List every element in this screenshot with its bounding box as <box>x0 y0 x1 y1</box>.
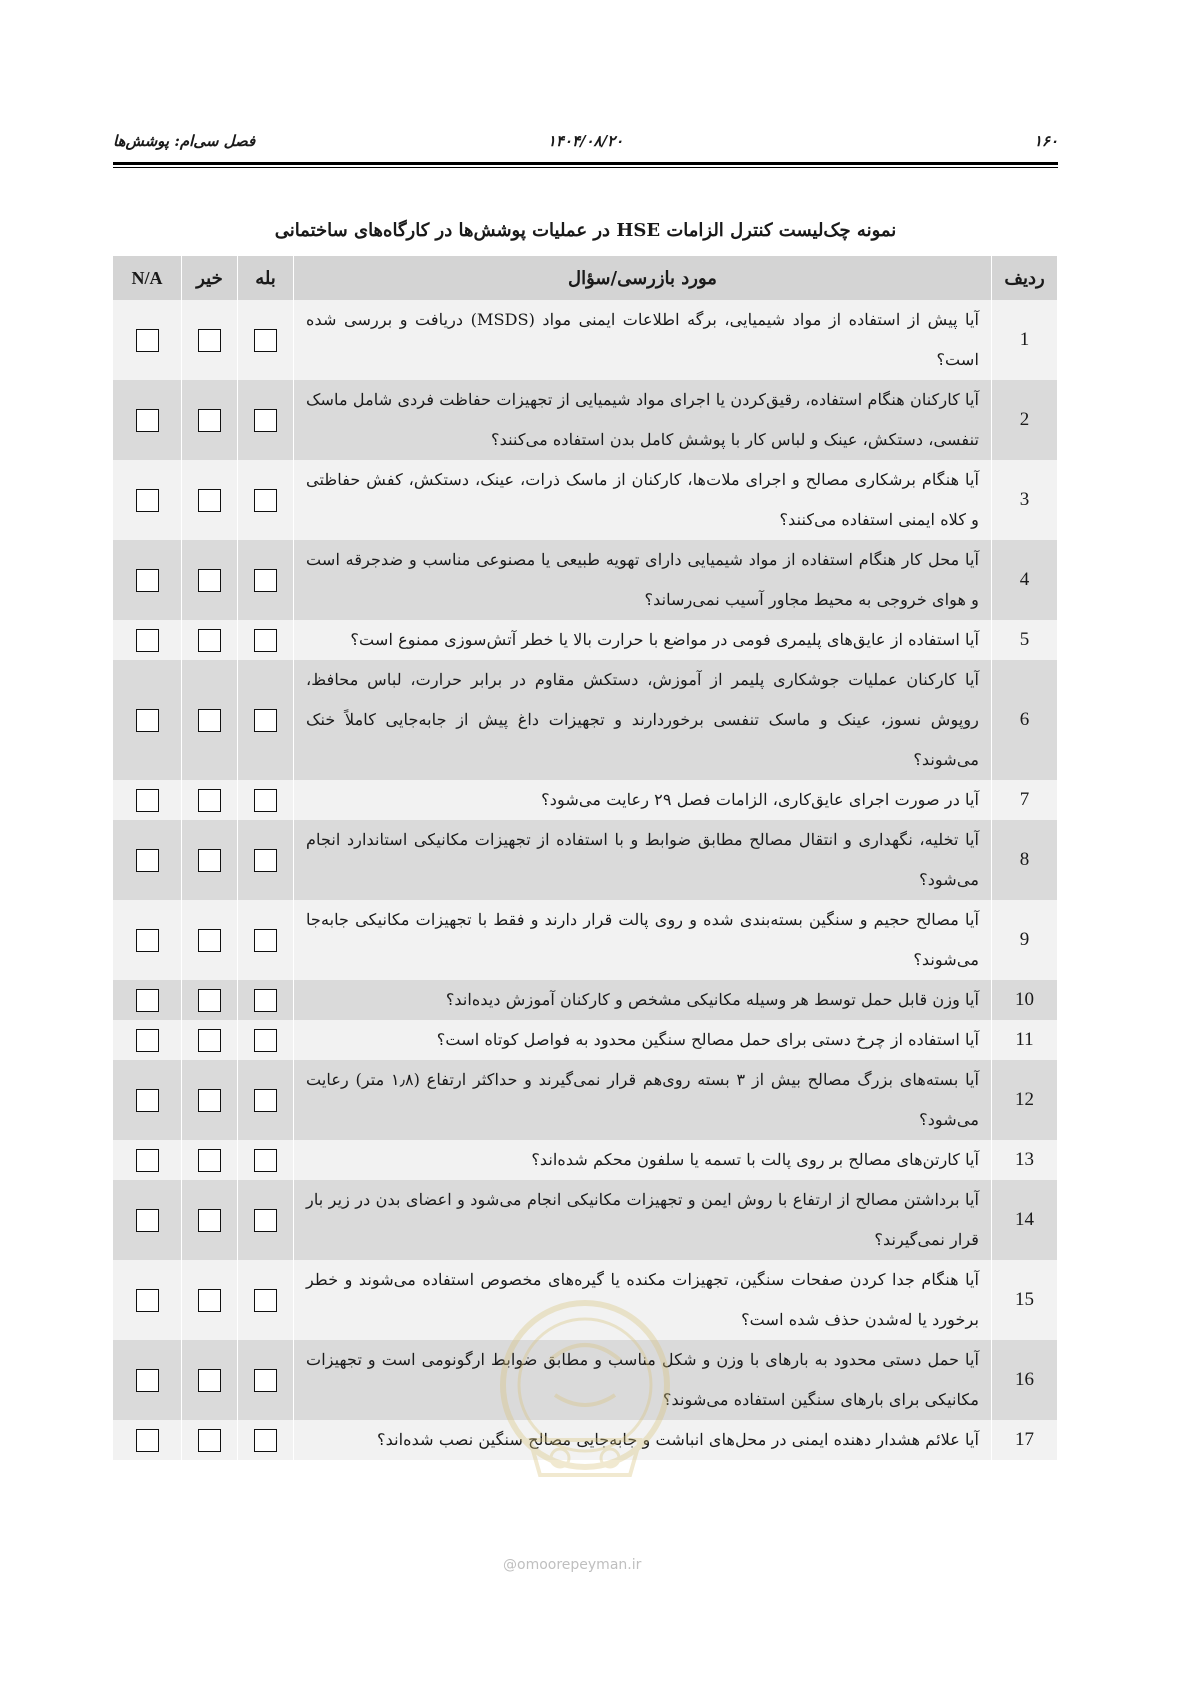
checkbox-no[interactable] <box>198 1029 221 1052</box>
cell-yes <box>238 980 294 1020</box>
question-text: آیا پیش از استفاده از مواد شیمیایی، برگه اطلاعات ایمنی مواد (MSDS) دریافت و بررسی شده است؟ <box>294 300 992 380</box>
checkbox-yes[interactable] <box>254 569 277 592</box>
cell-no <box>182 1020 238 1060</box>
cell-no <box>182 1060 238 1140</box>
question-text: آیا هنگام جدا کردن صفحات سنگین، تجهیزات مکنده یا گیره‌های مخصوص استفاده می‌شوند و خطر برخورد یا له‌شدن حذف شده است؟ <box>294 1260 992 1340</box>
question-text: آیا بسته‌های بزرگ مصالح بیش از ۳ بسته روی‌هم قرار نمی‌گیرند و حداکثر ارتفاع (۱٫۸ متر) رعایت می‌شود؟ <box>294 1060 992 1140</box>
cell-yes <box>238 1060 294 1140</box>
checkbox-yes[interactable] <box>254 1149 277 1172</box>
cell-na <box>113 780 182 820</box>
checkbox-no[interactable] <box>198 1209 221 1232</box>
row-number: 15 <box>992 1260 1058 1340</box>
checkbox-na[interactable] <box>136 489 159 512</box>
question-text: آیا کارکنان هنگام استفاده، رقیق‌کردن یا اجرای مواد شیمیایی از تجهیزات حفاظت فردی شامل ماسک تنفسی، دستکش، عینک و لباس کار با پوشش کامل بدن استفاده می‌کنند؟ <box>294 380 992 460</box>
row-number: 3 <box>992 460 1058 540</box>
checkbox-yes[interactable] <box>254 929 277 952</box>
checkbox-yes[interactable] <box>254 1089 277 1112</box>
checkbox-no[interactable] <box>198 929 221 952</box>
cell-yes <box>238 300 294 380</box>
checkbox-no[interactable] <box>198 1369 221 1392</box>
cell-na <box>113 460 182 540</box>
table-row <box>113 1060 1058 1140</box>
cell-yes <box>238 820 294 900</box>
question-text: آیا حمل دستی محدود به بارهای با وزن و شکل مناسب و مطابق ضوابط ارگونومی است و تجهیزات مکانیکی برای بارهای سنگین استفاده می‌شوند؟ <box>294 1340 992 1420</box>
checkbox-yes[interactable] <box>254 849 277 872</box>
checkbox-no[interactable] <box>198 489 221 512</box>
cell-no <box>182 660 238 780</box>
row-number: 2 <box>992 380 1058 460</box>
cell-yes <box>238 1340 294 1420</box>
checkbox-na[interactable] <box>136 789 159 812</box>
cell-na <box>113 300 182 380</box>
cell-na <box>113 900 182 980</box>
cell-no <box>182 1340 238 1420</box>
table-row <box>113 980 1058 1020</box>
checkbox-na[interactable] <box>136 709 159 732</box>
cell-na <box>113 380 182 460</box>
page-header <box>113 128 1058 168</box>
cell-no <box>182 1140 238 1180</box>
cell-yes <box>238 900 294 980</box>
checkbox-no[interactable] <box>198 709 221 732</box>
col-header-yes: بله <box>238 256 294 300</box>
table-row <box>113 820 1058 900</box>
checkbox-yes[interactable] <box>254 409 277 432</box>
cell-no <box>182 620 238 660</box>
cell-na <box>113 540 182 620</box>
cell-na <box>113 1140 182 1180</box>
checkbox-yes[interactable] <box>254 329 277 352</box>
cell-no <box>182 300 238 380</box>
question-text: آیا وزن قابل حمل توسط هر وسیله مکانیکی مشخص و کارکنان آموزش دیده‌اند؟ <box>294 980 992 1020</box>
checkbox-no[interactable] <box>198 1089 221 1112</box>
cell-yes <box>238 660 294 780</box>
cell-na <box>113 1060 182 1140</box>
checkbox-no[interactable] <box>198 1289 221 1312</box>
checkbox-na[interactable] <box>136 989 159 1012</box>
cell-na <box>113 620 182 660</box>
cell-no <box>182 1260 238 1340</box>
checkbox-na[interactable] <box>136 569 159 592</box>
col-header-row-number: ردیف <box>992 256 1058 300</box>
row-number: 17 <box>992 1420 1058 1460</box>
row-number: 9 <box>992 900 1058 980</box>
header-rule-thin <box>113 167 1058 168</box>
row-number: 7 <box>992 780 1058 820</box>
question-text: آیا استفاده از عایق‌های پلیمری فومی در مواضع با حرارت بالا یا خطر آتش‌سوزی ممنوع است؟ <box>294 620 992 660</box>
table-row <box>113 780 1058 820</box>
checkbox-no[interactable] <box>198 409 221 432</box>
cell-na <box>113 1420 182 1460</box>
checklist-title: نمونه چک‌لیست کنترل الزامات HSE در عملیات پوشش‌ها در کارگاه‌های ساختمانی <box>274 220 897 241</box>
checkbox-no[interactable] <box>198 569 221 592</box>
table-row <box>113 300 1058 380</box>
table-row <box>113 460 1058 540</box>
row-number: 13 <box>992 1140 1058 1180</box>
cell-yes <box>238 460 294 540</box>
cell-yes <box>238 1020 294 1060</box>
question-text: آیا هنگام برشکاری مصالح و اجرای ملات‌ها، کارکنان از ماسک ذرات، عینک، دستکش، کفش حفاظتی و کلاه ایمنی استفاده می‌کنند؟ <box>294 460 992 540</box>
row-number: 6 <box>992 660 1058 780</box>
checkbox-na[interactable] <box>136 1029 159 1052</box>
question-text: آیا مصالح حجیم و سنگین بسته‌بندی شده و روی پالت قرار دارند و فقط با تجهیزات مکانیکی جابه‌جا می‌شوند؟ <box>294 900 992 980</box>
cell-yes <box>238 1180 294 1260</box>
checkbox-na[interactable] <box>136 629 159 652</box>
cell-na <box>113 980 182 1020</box>
col-header-no: خیر <box>182 256 238 300</box>
cell-no <box>182 980 238 1020</box>
checkbox-yes[interactable] <box>254 1429 277 1452</box>
cell-no <box>182 780 238 820</box>
cell-no <box>182 820 238 900</box>
row-number: 14 <box>992 1180 1058 1260</box>
cell-no <box>182 900 238 980</box>
checkbox-no[interactable] <box>198 1149 221 1172</box>
cell-yes <box>238 620 294 660</box>
checkbox-yes[interactable] <box>254 1029 277 1052</box>
table-row <box>113 380 1058 460</box>
checkbox-yes[interactable] <box>254 1369 277 1392</box>
checkbox-yes[interactable] <box>254 1289 277 1312</box>
cell-no <box>182 1180 238 1260</box>
question-text: آیا تخلیه، نگهداری و انتقال مصالح مطابق ضوابط و با استفاده از تجهیزات مکانیکی استاندارد انجام می‌شود؟ <box>294 820 992 900</box>
checkbox-no[interactable] <box>198 989 221 1012</box>
row-number: 5 <box>992 620 1058 660</box>
checkbox-yes[interactable] <box>254 489 277 512</box>
table-row <box>113 1260 1058 1340</box>
cell-yes <box>238 380 294 460</box>
checkbox-yes[interactable] <box>254 629 277 652</box>
question-text: آیا استفاده از چرخ دستی برای حمل مصالح سنگین محدود به فواصل کوتاه است؟ <box>294 1020 992 1060</box>
cell-no <box>182 1420 238 1460</box>
table-row <box>113 620 1058 660</box>
checkbox-no[interactable] <box>198 849 221 872</box>
cell-no <box>182 380 238 460</box>
checkbox-yes[interactable] <box>254 1209 277 1232</box>
checkbox-na[interactable] <box>136 849 159 872</box>
table-row <box>113 1180 1058 1260</box>
row-number: 10 <box>992 980 1058 1020</box>
question-text: آیا در صورت اجرای عایق‌کاری، الزامات فصل ۲۹ رعایت می‌شود؟ <box>294 780 992 820</box>
row-number: 8 <box>992 820 1058 900</box>
cell-na <box>113 1020 182 1060</box>
row-number: 1 <box>992 300 1058 380</box>
hse-checklist-table <box>113 256 1058 1460</box>
checkbox-yes[interactable] <box>254 709 277 732</box>
checkbox-na[interactable] <box>136 929 159 952</box>
row-number: 11 <box>992 1020 1058 1060</box>
checkbox-no[interactable] <box>198 1429 221 1452</box>
table-row <box>113 1340 1058 1420</box>
row-number: 4 <box>992 540 1058 620</box>
checkbox-na[interactable] <box>136 1429 159 1452</box>
question-text: آیا کارتن‌های مصالح بر روی پالت با تسمه یا سلفون محکم شده‌اند؟ <box>294 1140 992 1180</box>
header-date: ۱۴۰۴/۰۸/۲۰ <box>547 132 624 150</box>
question-text: آیا کارکنان عملیات جوشکاری پلیمر از آموزش، دستکش مقاوم در برابر حرارت، لباس محافظ، روپوش نسوز، عینک و ماسک تنفسی برخوردارند و تجهیزات داغ پیش از جابه‌جایی کاملاً خنک می‌شوند؟ <box>294 660 992 780</box>
cell-na <box>113 1340 182 1420</box>
cell-no <box>182 540 238 620</box>
cell-no <box>182 460 238 540</box>
checkbox-na[interactable] <box>136 1289 159 1312</box>
col-header-question: مورد بازرسی/سؤال <box>294 256 992 300</box>
checkbox-na[interactable] <box>136 1089 159 1112</box>
table-row <box>113 1020 1058 1060</box>
checkbox-no[interactable] <box>198 629 221 652</box>
chapter-title: فصل سی‌ام: پوشش‌ها <box>113 132 256 150</box>
question-text: آیا علائم هشدار دهنده ایمنی در محل‌های انباشت و جابه‌جایی مصالح سنگین نصب شده‌اند؟ <box>294 1420 992 1460</box>
cell-yes <box>238 1260 294 1340</box>
table-row <box>113 660 1058 780</box>
checkbox-na[interactable] <box>136 329 159 352</box>
checkbox-yes[interactable] <box>254 989 277 1012</box>
col-header-na: N/A <box>113 256 182 300</box>
cell-yes <box>238 540 294 620</box>
row-number: 12 <box>992 1060 1058 1140</box>
row-number: 16 <box>992 1340 1058 1420</box>
cell-yes <box>238 1140 294 1180</box>
checkbox-na[interactable] <box>136 409 159 432</box>
cell-na <box>113 1260 182 1340</box>
table-row <box>113 1420 1058 1460</box>
cell-yes <box>238 1420 294 1460</box>
table-row <box>113 1140 1058 1180</box>
question-text: آیا محل کار هنگام استفاده از مواد شیمیایی دارای تهویه طبیعی یا مصنوعی مناسب و ضدجرقه است و هوای خروجی به محیط مجاور آسیب نمی‌رساند؟ <box>294 540 992 620</box>
checkbox-na[interactable] <box>136 1369 159 1392</box>
checkbox-na[interactable] <box>136 1209 159 1232</box>
watermark-url: @omoorepeyman.ir <box>503 1557 642 1573</box>
checkbox-no[interactable] <box>198 329 221 352</box>
cell-yes <box>238 780 294 820</box>
cell-na <box>113 660 182 780</box>
checkbox-na[interactable] <box>136 1149 159 1172</box>
table-row <box>113 540 1058 620</box>
header-rule <box>113 162 1058 165</box>
table-header-row <box>113 256 1058 300</box>
cell-na <box>113 1180 182 1260</box>
cell-na <box>113 820 182 900</box>
page-number: ۱۶۰ <box>1033 132 1058 150</box>
checkbox-yes[interactable] <box>254 789 277 812</box>
question-text: آیا برداشتن مصالح از ارتفاع با روش ایمن و تجهیزات مکانیکی انجام می‌شود و اعضای بدن در زیر بار قرار نمی‌گیرند؟ <box>294 1180 992 1260</box>
checkbox-no[interactable] <box>198 789 221 812</box>
table-row <box>113 900 1058 980</box>
